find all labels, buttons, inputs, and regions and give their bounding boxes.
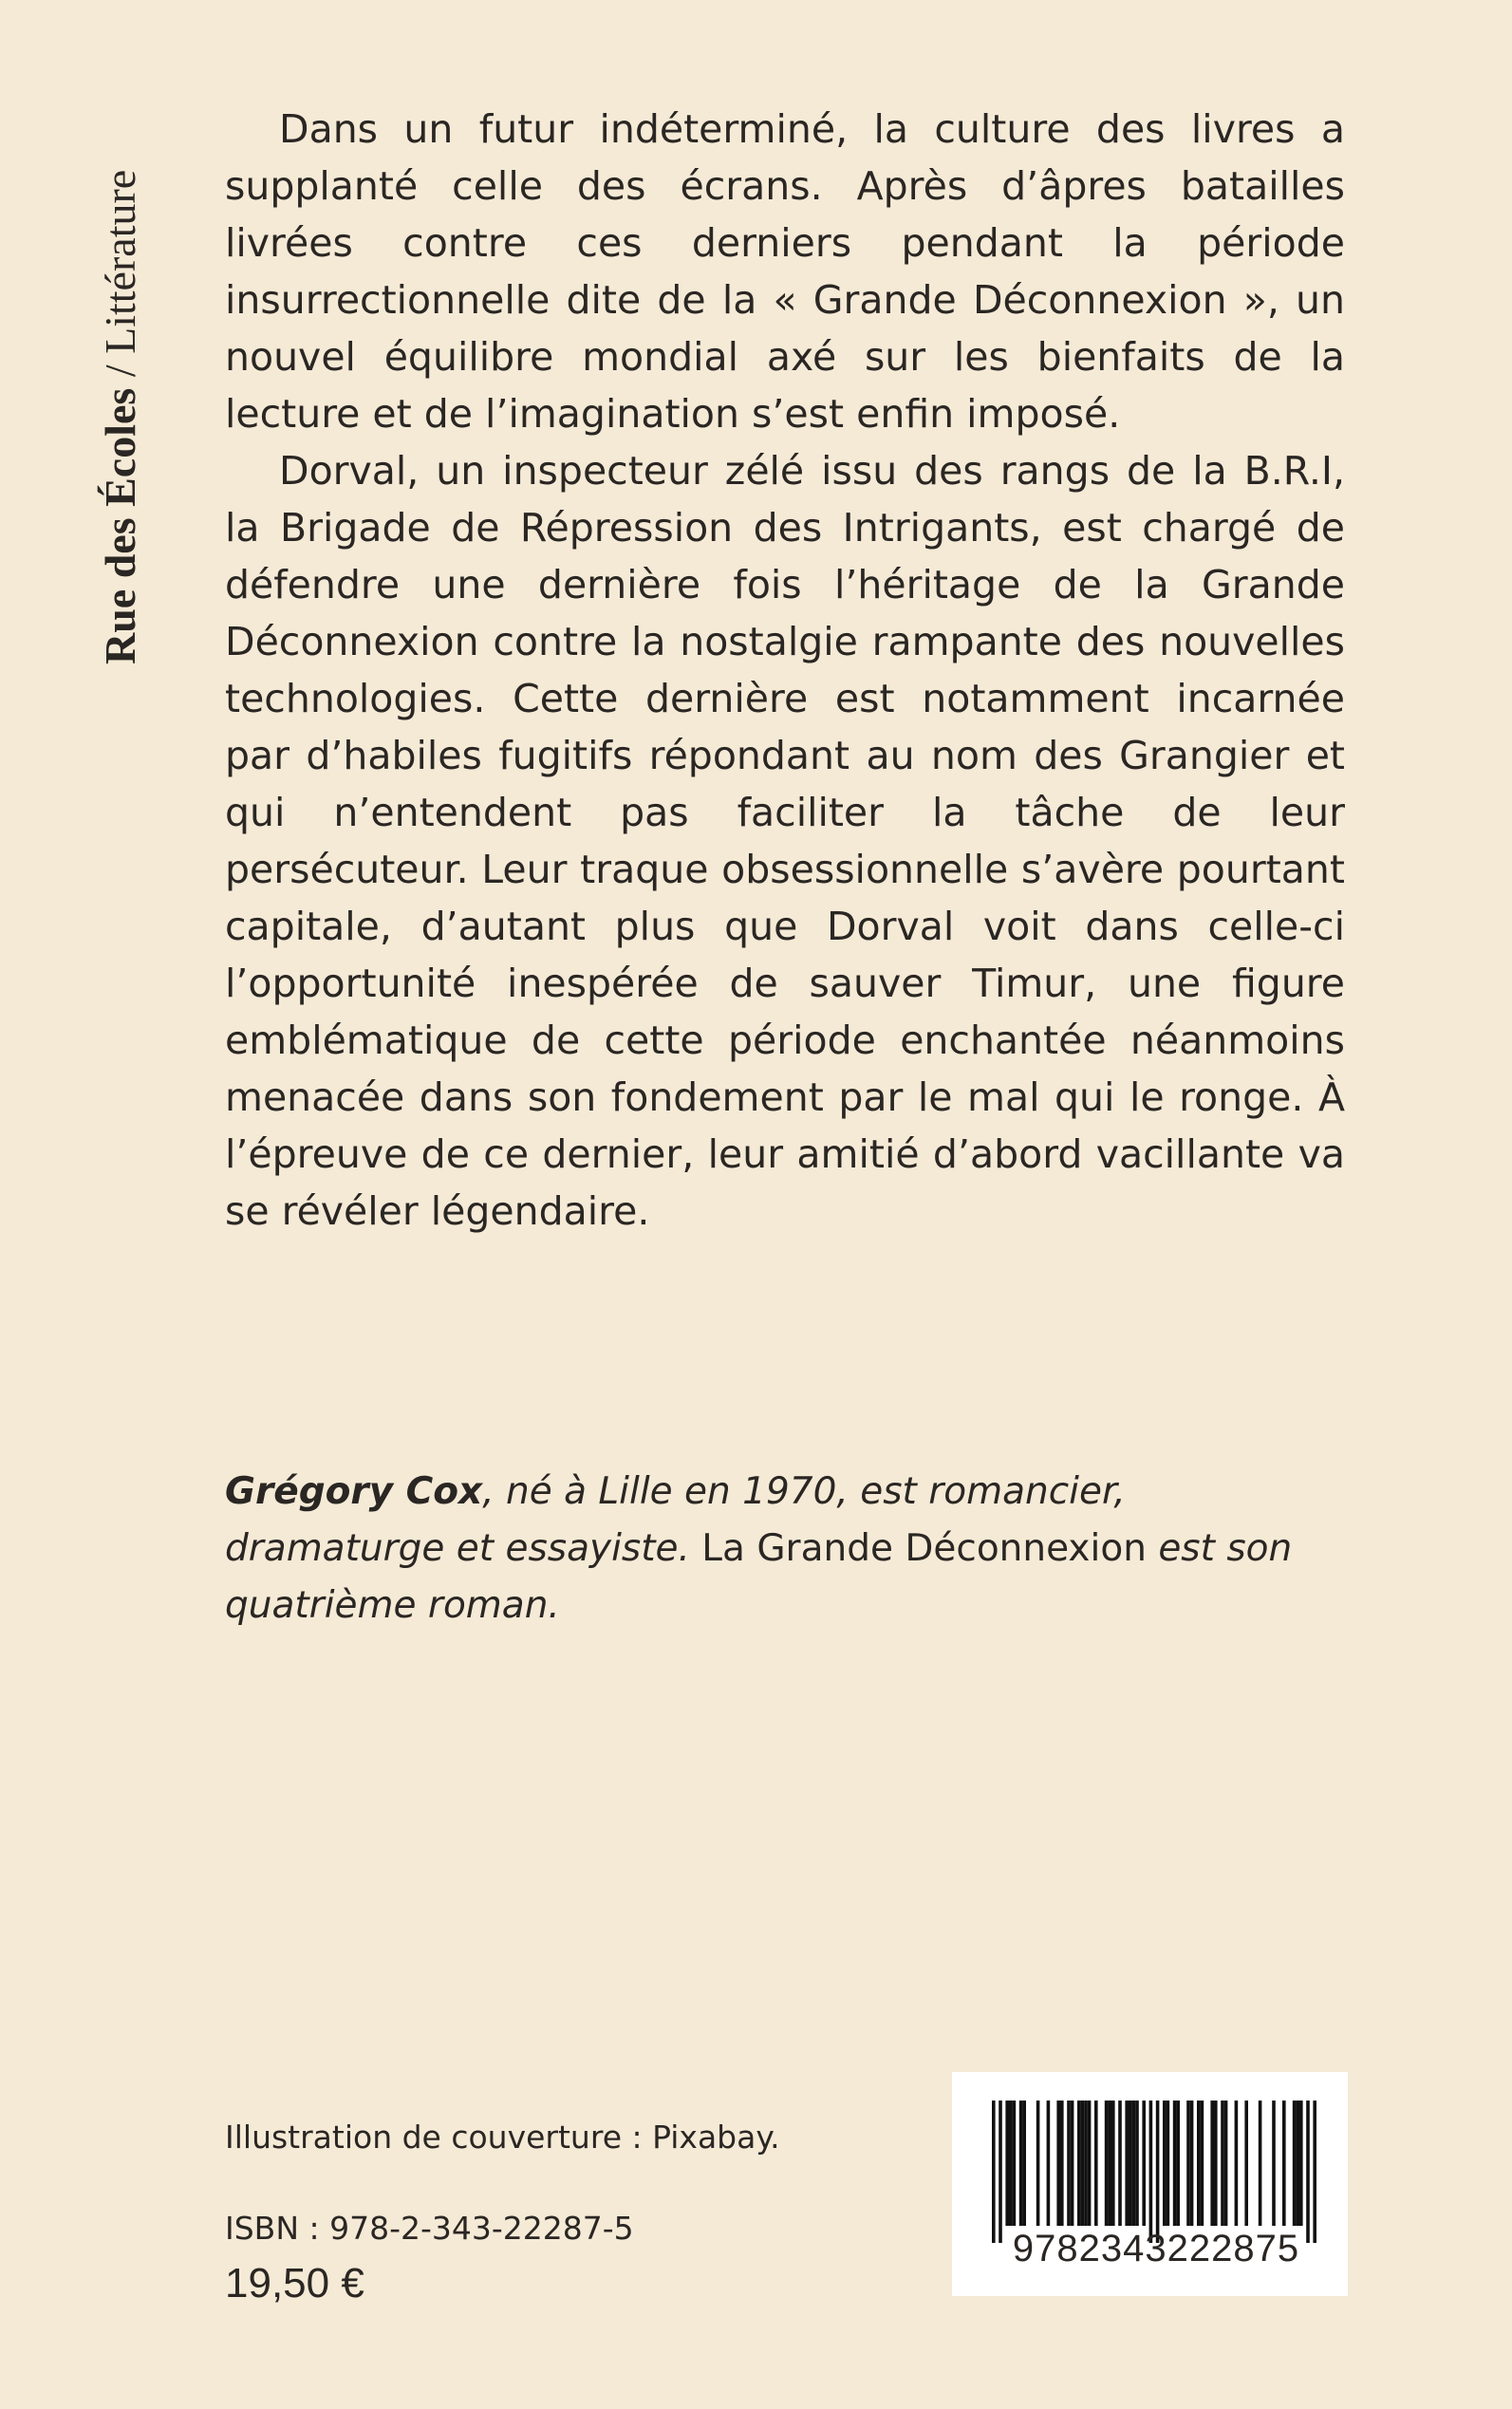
barcode-bar	[1244, 2101, 1248, 2226]
barcode-bar	[1013, 2101, 1017, 2226]
book-summary	[225, 101, 1345, 1240]
barcode-bar	[1135, 2101, 1139, 2226]
barcode-bar	[1282, 2101, 1286, 2226]
barcode-bar	[1022, 2101, 1026, 2226]
price: 19,50 €	[225, 2260, 364, 2306]
barcode-bar	[1186, 2101, 1190, 2226]
barcode-bar	[1235, 2101, 1239, 2226]
barcode-bar	[1077, 2101, 1081, 2226]
barcode-bar	[1047, 2101, 1051, 2226]
barcode-bar	[1088, 2101, 1092, 2226]
barcode-bar	[1094, 2101, 1098, 2226]
barcode-bar	[1009, 2101, 1013, 2226]
category-name: Littérature	[96, 169, 144, 354]
barcode-bar	[1105, 2101, 1109, 2226]
barcode-bar	[1125, 2101, 1129, 2226]
illustration-credit: Illustration de couverture : Pixabay.	[225, 2119, 780, 2156]
barcode-bar	[1173, 2101, 1177, 2226]
barcode-bar	[1084, 2101, 1088, 2226]
isbn: ISBN : 978-2-343-22287-5	[225, 2210, 634, 2247]
author-name: Grégory Cox	[225, 1470, 483, 1513]
barcode-bar	[1299, 2101, 1303, 2226]
spine-separator: /	[96, 353, 144, 388]
barcode-bar	[1176, 2101, 1180, 2226]
barcode-bar	[1036, 2101, 1040, 2226]
barcode-bar	[1111, 2101, 1115, 2226]
barcode-bar	[1142, 2101, 1146, 2226]
series-name: Rue des Écoles	[96, 387, 144, 664]
barcode-bar	[1221, 2101, 1224, 2226]
barcode-bar	[999, 2101, 1002, 2243]
barcode-digits: 9782343222875	[1012, 2228, 1300, 2269]
barcode-bar	[1296, 2101, 1299, 2226]
spine-label	[96, 169, 144, 664]
barcode-bar	[1210, 2101, 1214, 2226]
summary-paragraph-1: Dans un futur indéterminé, la culture des livres a supplanté celle des écrans. Après d’âpres batailles livrées contre ces derniers pendant la période insurrectionnelle dite de la « Grande Déconnexion », un nouvel équilibre mondial axé sur les bienfaits de la lecture et de l’imagination s’est enfin imposé.	[225, 106, 1345, 437]
barcode-bar	[1149, 2101, 1153, 2243]
barcode-bar	[1071, 2101, 1074, 2226]
author-bio	[225, 1464, 1345, 1634]
summary-paragraph-2: Dorval, un inspecteur zélé issu des rangs de la B.R.I, la Brigade de Répression des Intrigants, est chargé de défendre une dernière fois l’héritage de la Grande Déconnexion contre la nostalgie rampante des nouvelles technologies. Cette dernière est notamment incarnée par d’habiles fugitifs répondant au nom des Grangier et qui n’entendent pas faciliter la tâche de leur persécuteur. Leur traque obsessionnelle s’avère pourtant capitale, d’autant plus que Dorval voit dans celle-ci l’opportunité inespérée de sauver Timur, une figure emblématique de cette période enchantée néanmoins menacée dans son fondement par le mal qui le ronge. À l’épreuve de ce dernier, leur amitié d’abord vacillante va se révéler légendaire.	[225, 448, 1345, 1234]
barcode-bar	[1197, 2101, 1201, 2226]
barcode-bar	[1272, 2101, 1276, 2226]
barcode-bar	[1163, 2101, 1167, 2226]
book-title: La Grande Déconnexion	[689, 1527, 1159, 1570]
barcode-bar	[1118, 2101, 1122, 2226]
barcode-bar	[1156, 2101, 1160, 2243]
barcode-bar	[1259, 2101, 1262, 2226]
barcode-bar	[1132, 2101, 1136, 2226]
barcode-bar	[1067, 2101, 1071, 2226]
barcode-bar	[1081, 2101, 1085, 2226]
barcode-bar	[1224, 2101, 1228, 2226]
barcode-bar	[1313, 2101, 1316, 2243]
bio-text-2: est son quatrième roman.	[225, 1527, 1293, 1627]
barcode-bar	[1108, 2101, 1111, 2226]
barcode-bar	[1201, 2101, 1204, 2226]
bio-text-1: , né à Lille en 1970, est romancier, dramaturge et essayiste.	[225, 1470, 1126, 1570]
barcode-bar	[1005, 2101, 1009, 2226]
barcode-bar	[992, 2101, 996, 2243]
barcode-bar	[1129, 2101, 1132, 2226]
barcode-bar	[1306, 2101, 1310, 2243]
barcode-bar	[1167, 2101, 1170, 2226]
barcode	[952, 2072, 1348, 2296]
barcode-bar	[1019, 2101, 1023, 2226]
barcode-bar	[1056, 2101, 1060, 2226]
barcode-bar	[1293, 2101, 1297, 2226]
barcode-bar	[1214, 2101, 1218, 2226]
barcode-bar	[1060, 2101, 1064, 2226]
barcode-bar	[1190, 2101, 1194, 2226]
